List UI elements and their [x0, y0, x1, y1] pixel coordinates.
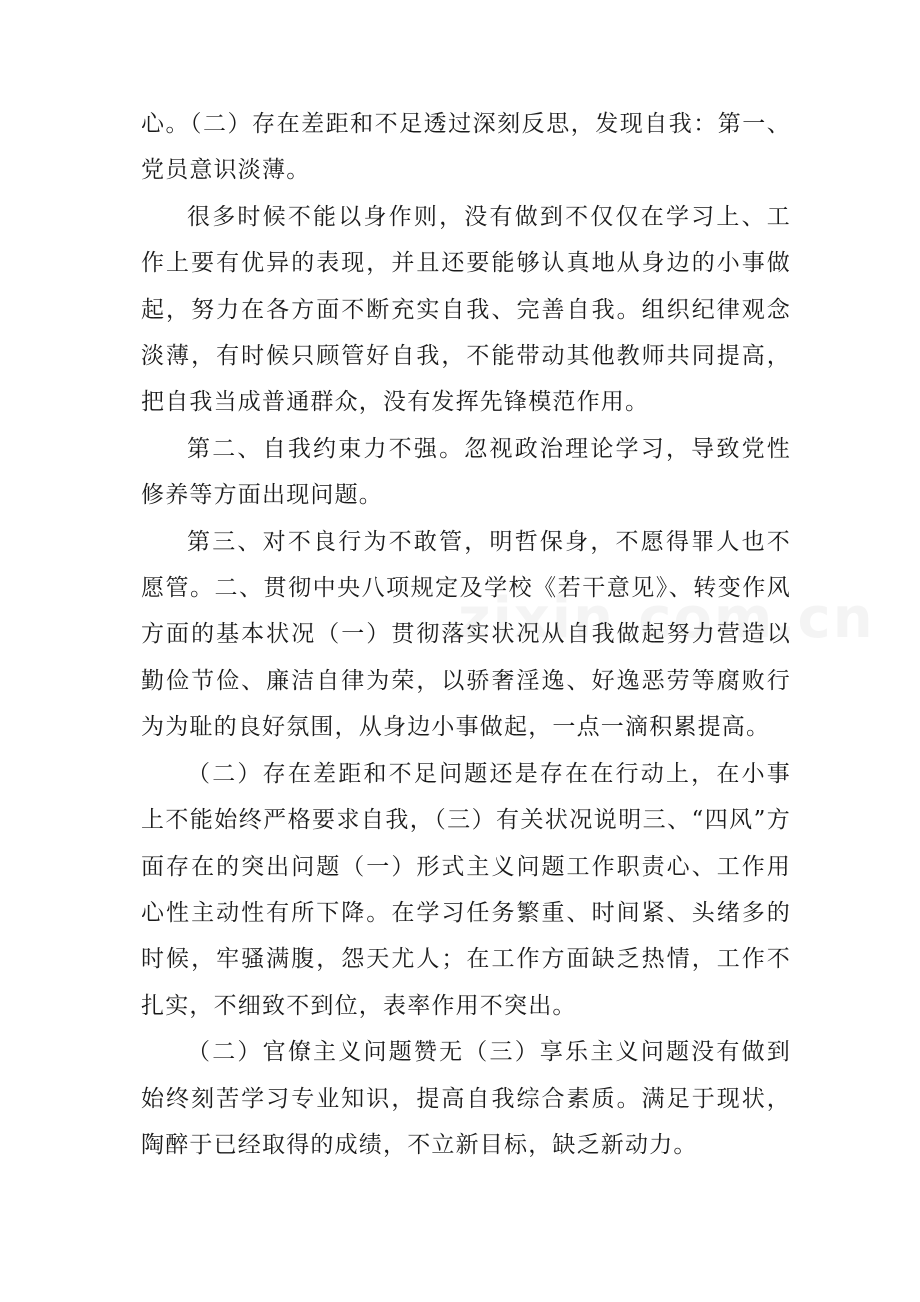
- document-body: [141, 101, 791, 1168]
- paragraph-3: 第二、自我约束力不强。忽视政治理论学习，导致党性修养等方面出现问题。: [141, 435, 791, 509]
- paragraph-6: （二）官僚主义问题赞无（三）享乐主义问题没有做到始终刻苦学习专业知识，提高自我综合素质。满足于现状，陶醉于已经取得的成绩，不立新目标，缺乏新动力。: [141, 1039, 791, 1158]
- paragraph-4: 第三、对不良行为不敢管，明哲保身，不愿得罪人也不愿管。二、贯彻中央八项规定及学校《若干意见》、转变作风方面的基本状况（一）贯彻落实状况从自我做起努力营造以勤俭节俭、廉洁自律为荣，以骄奢淫逸、好逸恶劳等腐败行为为耻的良好氛围，从身边小事做起，一点一滴积累提高。: [141, 528, 791, 741]
- paragraph-2: 很多时候不能以身作则，没有做到不仅仅在学习上、工作上要有优异的表现，并且还要能够认真地从身边的小事做起，努力在各方面不断充实自我、完善自我。组织纪律观念淡薄，有时候只顾管好自我，不能带动其他教师共同提高，把自我当成普通群众，没有发挥先锋模范作用。: [141, 203, 791, 416]
- paragraph-1: 心。（二）存在差距和不足透过深刻反思，发现自我：第一、党员意识淡薄。: [141, 111, 791, 184]
- paragraph-5: （二）存在差距和不足问题还是存在在行动上，在小事上不能始终严格要求自我，（三）有关状况说明三、“四风”方面存在的突出问题（一）形式主义问题工作职责心、工作用心性主动性有所下降。在学习任务繁重、时间紧、头绪多的时候，牢骚满腹，怨天尤人；在工作方面缺乏热情，工作不扎实，不细致不到位，表率作用不突出。: [141, 760, 791, 1019]
